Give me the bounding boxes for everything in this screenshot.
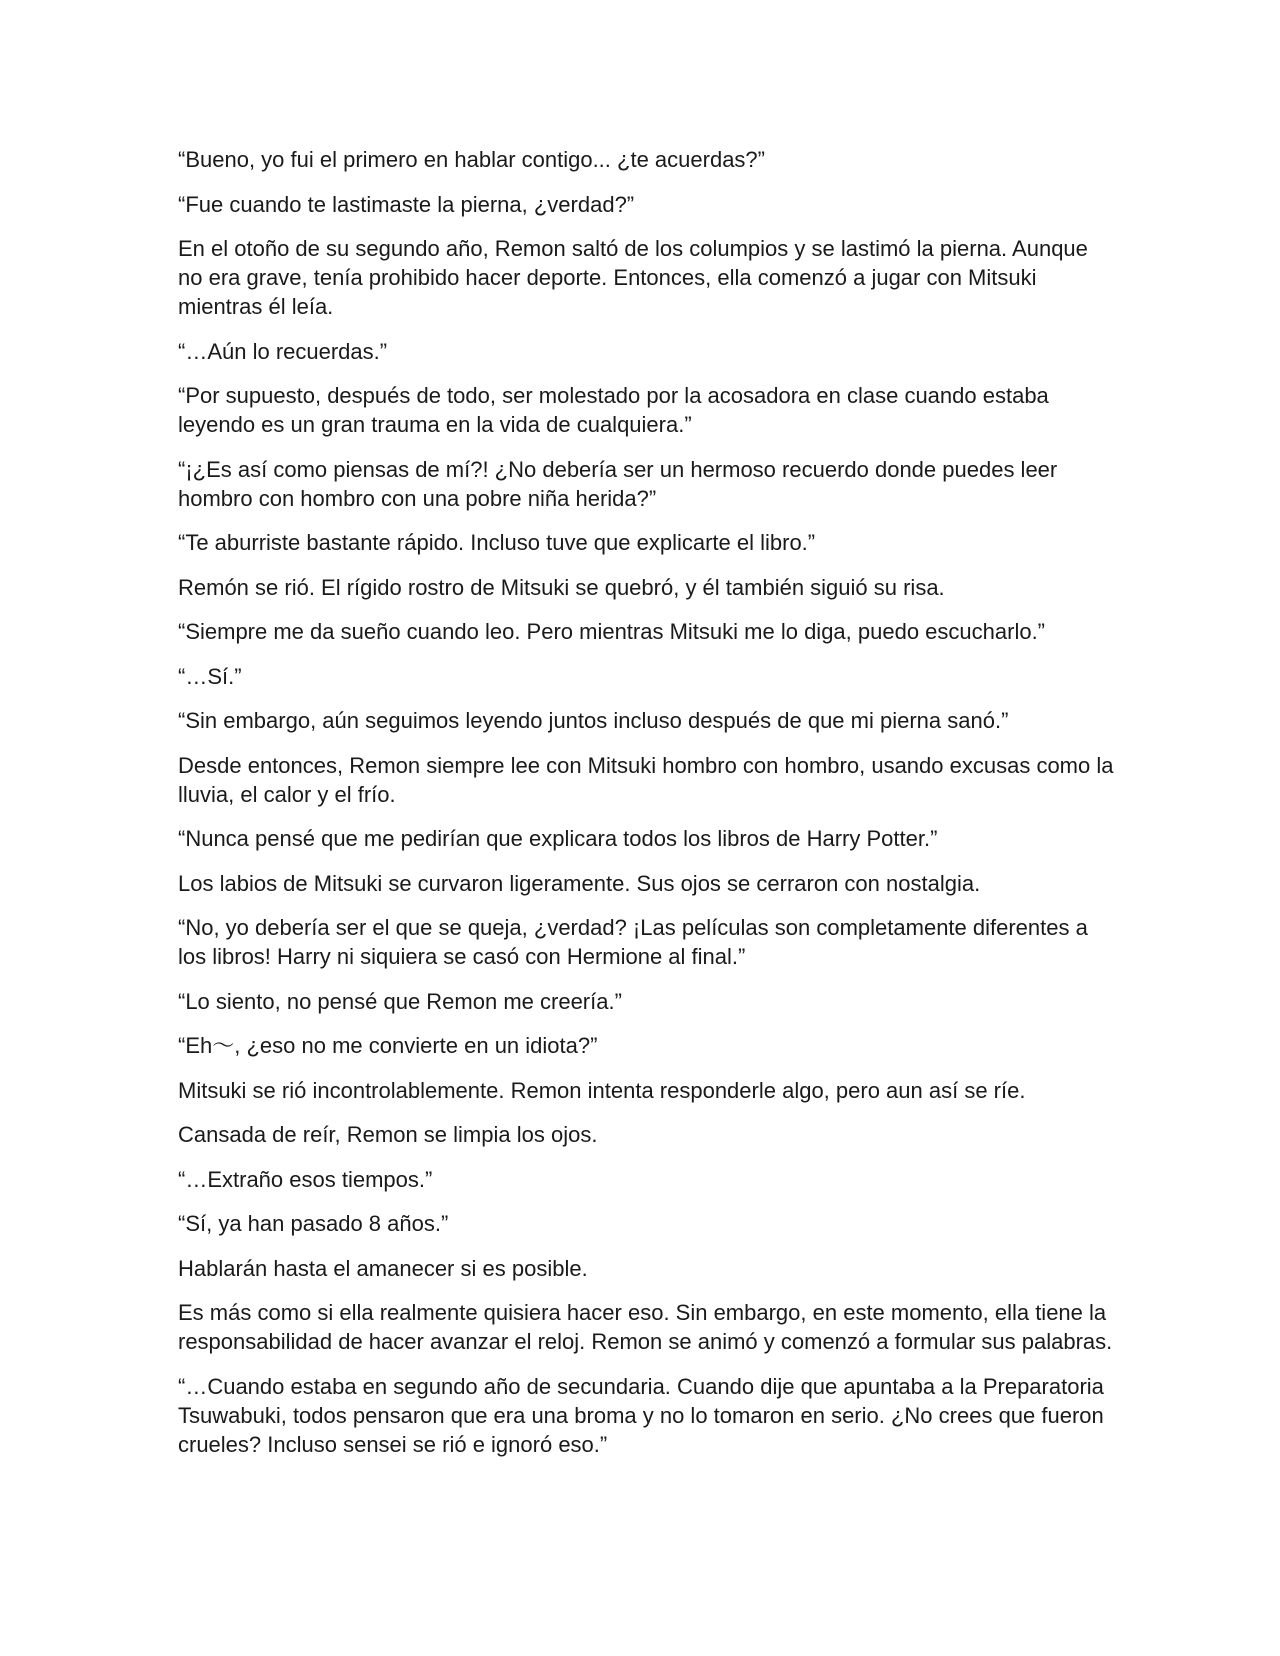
paragraph: “Nunca pensé que me pedirían que explicara todos los libros de Harry Potter.” — [178, 826, 938, 851]
paragraph: “…Cuando estaba en segundo año de secundaria. Cuando dije que apuntaba a la Preparatoria Tsuwabuki, todos pensaron que era una broma y no lo tomaron en serio. ¿No crees que fueron crueles? Incluso sensei se rió e ignoró eso.” — [178, 1373, 1104, 1457]
document-page — [178, 145, 1118, 1474]
paragraph: “No, yo debería ser el que se queja, ¿verdad? ¡Las películas son completamente diferentes a los libros! Harry ni siquiera se casó con Hermione al final.” — [178, 915, 1088, 969]
paragraph: “…Aún lo recuerdas.” — [178, 338, 388, 364]
paragraph: Hablarán hasta el amanecer si es posible. — [178, 1255, 588, 1281]
paragraph: Desde entonces, Remon siempre lee con Mitsuki hombro con hombro, usando excusas como la lluvia, el calor y el frío. — [178, 752, 1114, 807]
paragraph: “Fue cuando te lastimaste la pierna, ¿verdad?” — [178, 191, 635, 217]
paragraph: “…Extraño esos tiempos.” — [178, 1166, 433, 1192]
paragraph: En el otoño de su segundo año, Remon saltó de los columpios y se lastimó la pierna. Aunque no era grave, tenía prohibido hacer deporte. Entonces, ella comenzó a jugar con Mitsuki mientras él leía. — [178, 236, 1088, 319]
paragraph: “¡¿Es así como piensas de mí?! ¿No debería ser un hermoso recuerdo donde puedes leer hombro con hombro con una pobre niña herida?” — [178, 456, 1058, 511]
paragraph: “Lo siento, no pensé que Remon me creería.” — [178, 988, 622, 1014]
paragraph: “Bueno, yo fui el primero en hablar contigo... ¿te acuerdas?” — [178, 147, 765, 172]
paragraph: Es más como si ella realmente quisiera hacer eso. Sin embargo, en este momento, ella tiene la responsabilidad de hacer avanzar el reloj. Remon se animó y comenzó a formular sus palabras. — [178, 1300, 1113, 1354]
paragraph: “…Sí.” — [178, 663, 242, 689]
paragraph: “Por supuesto, después de todo, ser molestado por la acosadora en clase cuando estaba leyendo es un gran trauma en la vida de cualquiera.” — [178, 383, 1049, 437]
paragraph: Remón se rió. El rígido rostro de Mitsuki se quebró, y él también siguió su risa. — [178, 574, 945, 600]
paragraph: “Te aburriste bastante rápido. Incluso tuve que explicarte el libro.” — [178, 530, 816, 555]
paragraph: “Eh～, ¿eso no me convierte en un idiota?” — [178, 1033, 598, 1058]
paragraph: “Sí, ya han pasado 8 años.” — [178, 1211, 449, 1236]
paragraph: “Sin embargo, aún seguimos leyendo juntos incluso después de que mi pierna sanó.” — [178, 708, 1009, 733]
paragraph: Cansada de reír, Remon se limpia los ojos. — [178, 1122, 598, 1147]
paragraph: “Siempre me da sueño cuando leo. Pero mientras Mitsuki me lo diga, puedo escucharlo.” — [178, 619, 1046, 644]
paragraph: Los labios de Mitsuki se curvaron ligeramente. Sus ojos se cerraron con nostalgia. — [178, 870, 981, 896]
paragraph: Mitsuki se rió incontrolablemente. Remon intenta responderle algo, pero aun así se ríe. — [178, 1077, 1026, 1103]
